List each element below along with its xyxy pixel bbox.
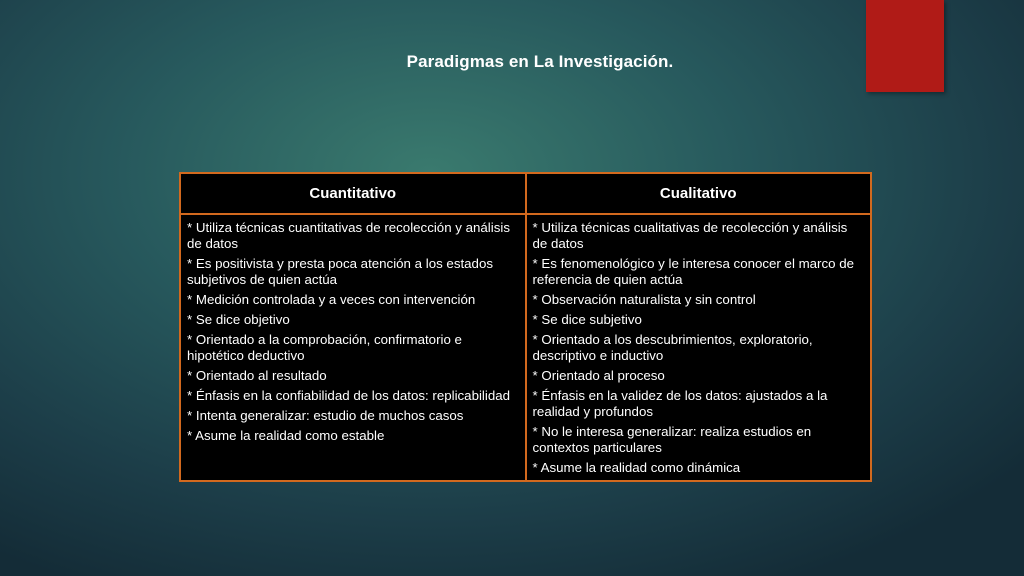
cuantitativo-item: * Medición controlada y a veces con intervención bbox=[187, 292, 476, 307]
cuantitativo-item: * Asume la realidad como estable bbox=[187, 428, 385, 443]
cualitativo-item: * Utiliza técnicas cualitativas de recolección y análisis de datos bbox=[532, 220, 848, 251]
cuantitativo-item: * Intenta generalizar: estudio de muchos casos bbox=[187, 408, 464, 423]
cuantitativo-item: * Énfasis en la confiabilidad de los datos: replicabilidad bbox=[187, 388, 511, 403]
slide-title: Paradigmas en La Investigación. bbox=[406, 52, 674, 71]
cuantitativo-cell bbox=[180, 214, 526, 481]
paradigms-table bbox=[179, 172, 872, 482]
table-body-row bbox=[180, 214, 871, 481]
cualitativo-item: * Observación naturalista y sin control bbox=[532, 292, 756, 307]
cuantitativo-item: * Utiliza técnicas cuantitativas de recolección y análisis de datos bbox=[187, 220, 510, 251]
table-header-row bbox=[180, 173, 871, 214]
cuantitativo-item: * Orientado a la comprobación, confirmatorio e hipotético deductivo bbox=[187, 332, 462, 363]
cualitativo-item: * No le interesa generalizar: realiza estudios en contextos particulares bbox=[532, 424, 812, 455]
cualitativo-item: * Es fenomenológico y le interesa conocer el marco de referencia de quien actúa bbox=[532, 256, 855, 287]
accent-block bbox=[866, 0, 944, 92]
cualitativo-cell bbox=[526, 214, 872, 481]
cualitativo-item: * Asume la realidad como dinámica bbox=[532, 460, 741, 475]
cuantitativo-item: * Orientado al resultado bbox=[187, 368, 327, 383]
header-cuantitativo: Cuantitativo bbox=[180, 173, 526, 214]
cualitativo-item: * Se dice subjetivo bbox=[532, 312, 642, 327]
cualitativo-item: * Orientado a los descubrimientos, exploratorio, descriptivo e inductivo bbox=[532, 332, 813, 363]
cualitativo-item: * Orientado al proceso bbox=[532, 368, 665, 383]
header-cualitativo: Cualitativo bbox=[526, 173, 872, 214]
cualitativo-item: * Énfasis en la validez de los datos: ajustados a la realidad y profundos bbox=[532, 388, 828, 419]
cuantitativo-item: * Se dice objetivo bbox=[187, 312, 290, 327]
cuantitativo-item: * Es positivista y presta poca atención a los estados subjetivos de quien actúa bbox=[187, 256, 493, 287]
